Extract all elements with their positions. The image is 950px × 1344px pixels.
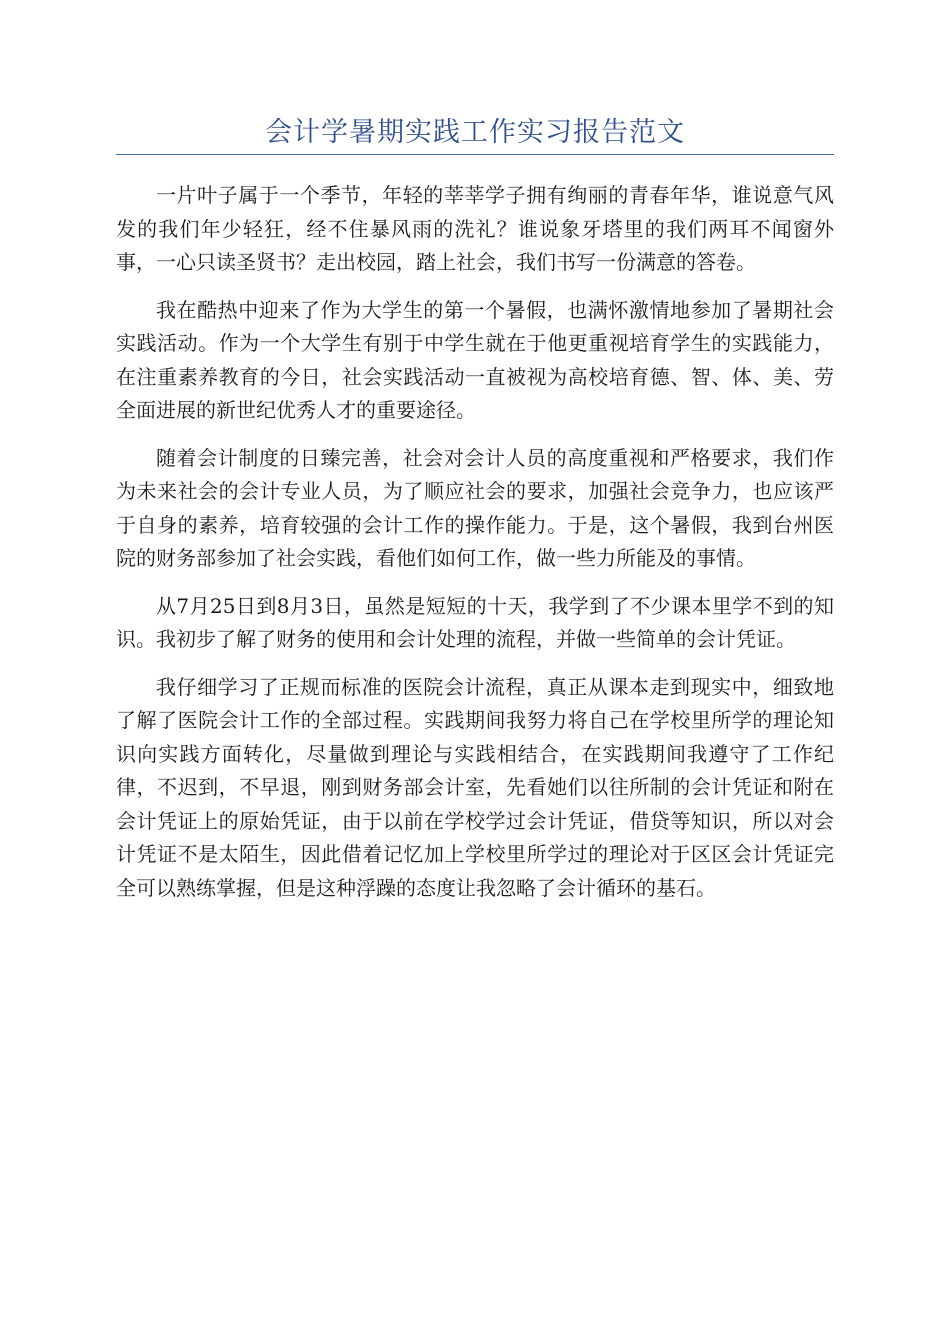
paragraph-4: 从7月25日到8月3日，虽然是短短的十天，我学到了不少课本里学不到的知识。我初步了解了财务的使用和会计处理的流程，并做一些简单的会计凭证。 — [116, 593, 834, 651]
paragraph-5: 我仔细学习了正规而标准的医院会计流程，真正从课本走到现实中，细致地了解了医院会计工作的全部过程。实践期间我努力将自己在学校里所学的理论知识向实践方面转化，尽量做到理论与实践相结合，在实践期间我遵守了工作纪律，不迟到，不早退，刚到财务部会计室，先看她们以往所制的会计凭证和附在会计凭证上的原始凭证，由于以前在学校学过会计凭证，借贷等知识，所以对会计凭证不是太陌生，因此借着记忆加上学校里所学过的理论对于区区会计凭证完全可以熟练掌握，但是这种浮躁的态度让我忽略了会计循环的基石。 — [116, 674, 834, 900]
document-title: 会计学暑期实践工作实习报告范文 — [265, 117, 685, 148]
paragraph-2: 我在酷热中迎来了作为大学生的第一个暑假，也满怀激情地参加了暑期社会实践活动。作为一个大学生有别于中学生就在于他更重视培育学生的实践能力，在注重素养教育的今日，社会实践活动一直被视为高校培育德、智、体、美、劳全面进展的新世纪优秀人才的重要途径。 — [116, 297, 834, 422]
paragraph-1: 一片叶子属于一个季节，年轻的莘莘学子拥有绚丽的青春年华，谁说意气风发的我们年少轻狂，经不住暴风雨的洗礼？谁说象牙塔里的我们两耳不闻窗外事，一心只读圣贤书？走出校园，踏上社会，我们书写一份满意的答卷。 — [116, 183, 834, 274]
document-body — [116, 179, 834, 919]
title-underline — [116, 154, 834, 155]
paragraph-3: 随着会计制度的日臻完善，社会对会计人员的高度重视和严格要求，我们作为未来社会的会计专业人员，为了顺应社会的要求，加强社会竞争力，也应该严于自身的素养，培育较强的会计工作的操作能力。于是，这个暑假，我到台州医院的财务部参加了社会实践，看他们如何工作，做一些力所能及的事情。 — [116, 445, 834, 570]
